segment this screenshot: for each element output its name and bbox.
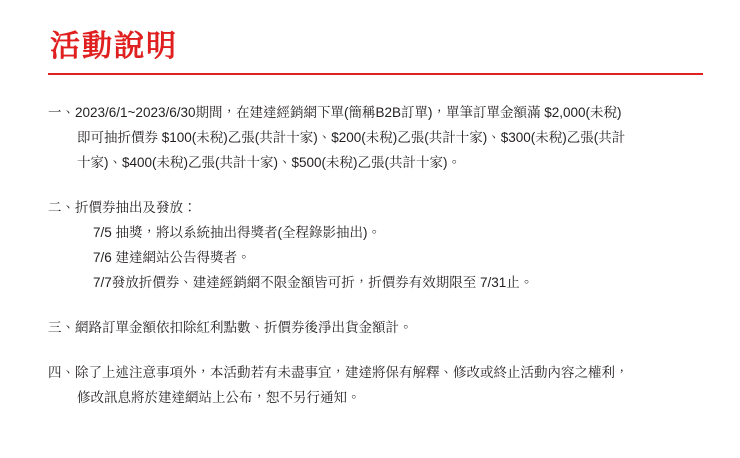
section-line: 網路訂單金額依扣除紅利點數、折價券後淨出貨金額計。 — [75, 319, 413, 335]
section-body — [75, 196, 704, 296]
page-title: 活動說明 — [50, 30, 178, 63]
terms-section-4 — [48, 361, 704, 411]
section-body — [75, 361, 704, 411]
terms-list — [48, 101, 704, 411]
section-line: 十家)、$400(未稅)乙張(共計十家)、$500(未稅)乙張(共計十家)。 — [77, 154, 462, 170]
terms-section-2 — [48, 196, 704, 296]
section-body — [75, 101, 704, 176]
section-line: 2023/6/1~2023/6/30期間，在建達經銷網下單(簡稱B2B訂單)，單筆訂單金額滿 $2,000(未稅) — [75, 105, 622, 120]
section-line: 除了上述注意事項外，本活動若有未盡事宜，建達將保有解釋、修改或終止活動內容之權利， — [75, 364, 629, 380]
section-line: 修改訊息將於建達網站上公布，恕不另行通知。 — [77, 389, 361, 405]
section-sub-list — [75, 221, 704, 296]
section-marker: 一、 — [48, 105, 75, 120]
terms-section-3 — [48, 316, 704, 341]
section-line: 折價券抽出及發放： — [75, 199, 197, 215]
section-sub-item: 7/6 建達網站公告得獎者。 — [93, 249, 251, 265]
section-marker: 三、 — [48, 319, 75, 335]
title-divider — [48, 73, 703, 75]
title-block — [46, 30, 704, 75]
section-marker: 四、 — [48, 364, 75, 380]
section-line: 即可抽折價券 $100(未稅)乙張(共計十家)、$200(未稅)乙張(共計十家)、$300(未稅)乙張(共計 — [77, 129, 626, 145]
section-marker: 二、 — [48, 199, 75, 215]
terms-section-1 — [48, 101, 704, 176]
section-sub-item: 7/7發放折價券、建達經銷網不限金額皆可折，折價券有效期限至 7/31止。 — [93, 274, 534, 290]
section-body — [75, 316, 704, 341]
section-sub-item: 7/5 抽獎，將以系統抽出得獎者(全程錄影抽出)。 — [93, 224, 382, 240]
